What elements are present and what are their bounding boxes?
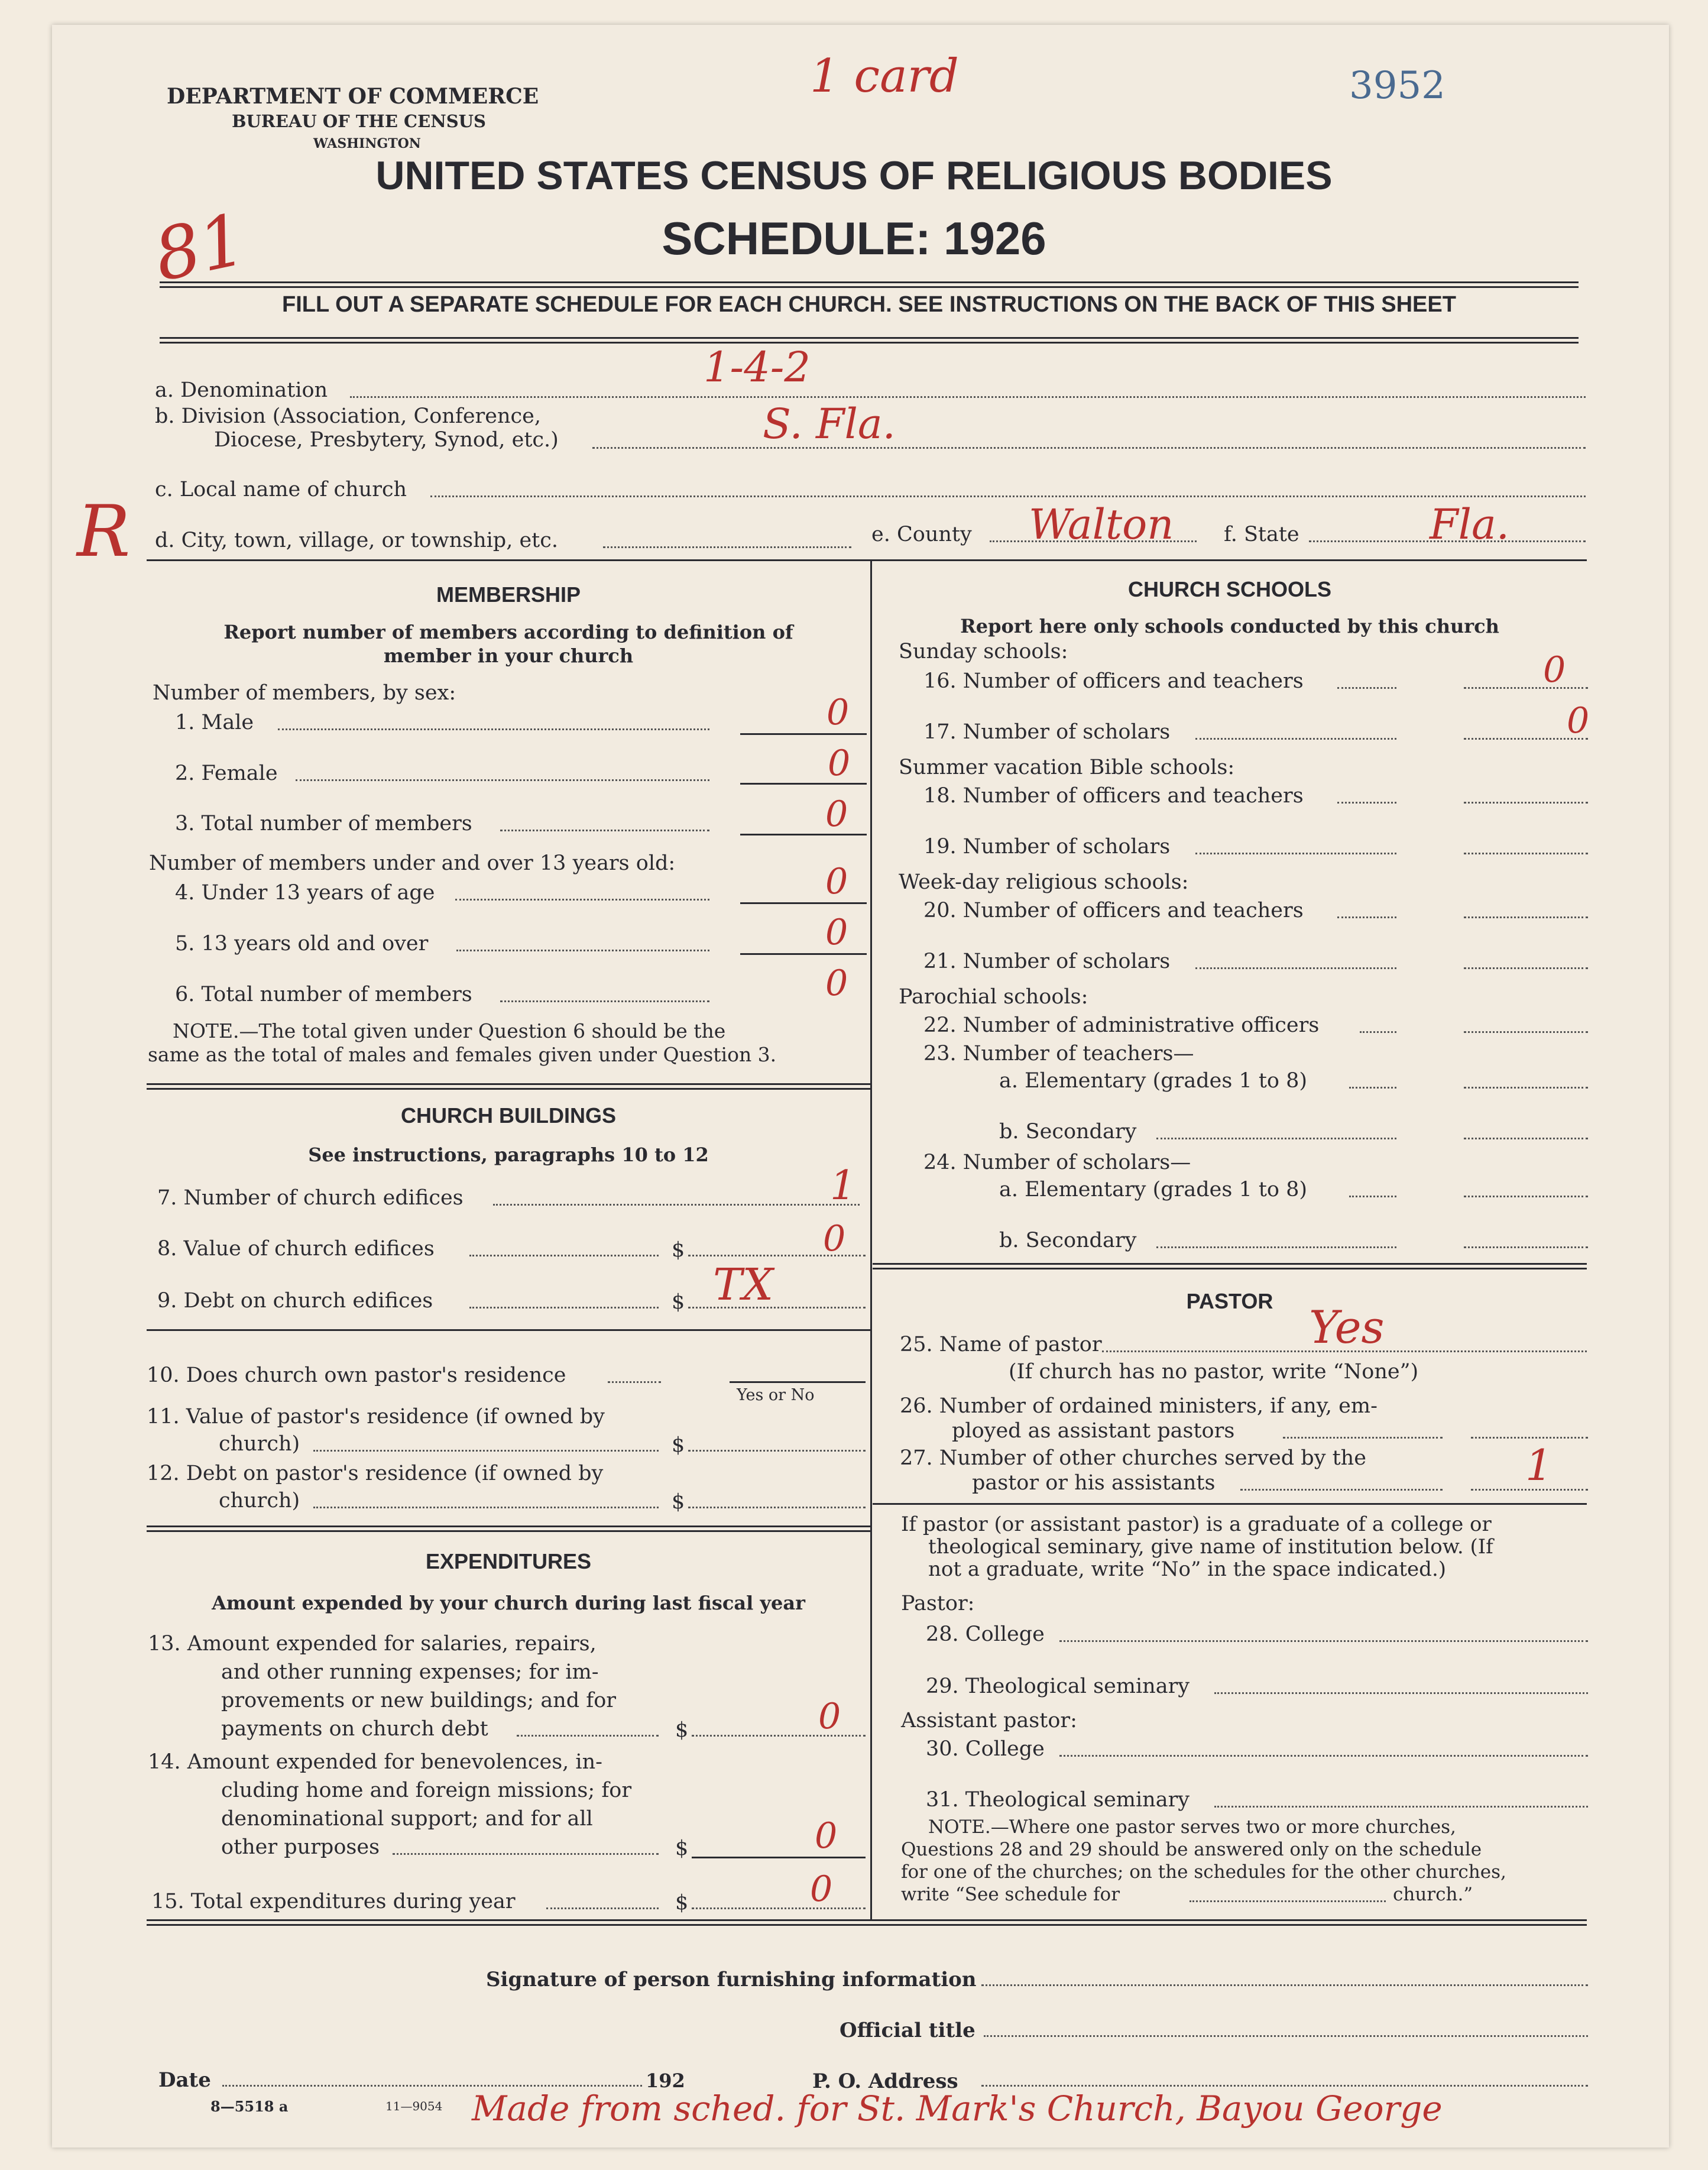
q13-label-4: payments on church debt — [221, 1717, 488, 1741]
church-name-label: c. Local name of church — [155, 478, 407, 501]
q27-label-2: pastor or his assistants — [972, 1471, 1216, 1495]
pastor-note-3: for one of the churches; on the schedules for the other churches, — [901, 1861, 1506, 1883]
q28-label: 28. College — [926, 1622, 1045, 1646]
q9-value: TX — [713, 1259, 774, 1310]
q4-label: 4. Under 13 years of age — [175, 881, 435, 905]
buildings-sub: See instructions, paragraphs 10 to 12 — [308, 1144, 709, 1166]
official-title-label: Official title — [840, 2019, 975, 2042]
q13-value: 0 — [818, 1696, 841, 1737]
q2-label: 2. Female — [175, 762, 278, 785]
schools-sub: Report here only schools conducted by this church — [960, 615, 1499, 637]
state-value: Fla. — [1430, 500, 1509, 549]
county-label: e. County — [871, 523, 972, 546]
pastor-note-1: NOTE.—Where one pastor serves two or more churches, — [928, 1816, 1456, 1838]
q6-label: 6. Total number of members — [175, 983, 472, 1006]
dept-name: DEPARTMENT OF COMMERCE — [167, 84, 539, 109]
q23b-label: b. Secondary — [999, 1120, 1137, 1144]
graduate-note-2: theological seminary, give name of institution below. (If — [928, 1535, 1493, 1559]
division-value: S. Fla. — [763, 400, 896, 448]
q27-value: 1 — [1525, 1440, 1553, 1490]
q25-label: 25. Name of pastor — [900, 1333, 1102, 1356]
members-by-sex: Number of members, by sex: — [153, 681, 456, 705]
q14-label-4: other purposes — [221, 1835, 380, 1859]
q3-label: 3. Total number of members — [175, 812, 472, 835]
form-title: UNITED STATES CENSUS OF RELIGIOUS BODIES — [375, 153, 1333, 198]
q8-value: 0 — [823, 1218, 846, 1259]
q9-dollar: $ — [672, 1290, 685, 1314]
q14-label: 14. Amount expended for benevolences, in- — [148, 1750, 602, 1774]
membership-title: MEMBERSHIP — [436, 582, 581, 607]
assistant-graduate-heading: Assistant pastor: — [901, 1709, 1077, 1732]
state-label: f. State — [1224, 523, 1299, 546]
pastor-title: PASTOR — [1186, 1289, 1273, 1313]
print-number: 11—9054 — [385, 2099, 443, 2113]
graduate-note-1: If pastor (or assistant pastor) is a graduate of a college or — [901, 1512, 1492, 1536]
q17-label: 17. Number of scholars — [923, 720, 1171, 744]
q24-label: 24. Number of scholars— — [923, 1151, 1191, 1174]
schools-title: CHURCH SCHOOLS — [1127, 577, 1331, 601]
q17-value: 0 — [1567, 700, 1590, 741]
q20-label: 20. Number of officers and teachers — [923, 899, 1304, 922]
po-address-label: P. O. Address — [812, 2069, 958, 2093]
q6-value: 0 — [825, 963, 848, 1004]
denomination-value: 1-4-2 — [704, 343, 811, 391]
q16-label: 16. Number of officers and teachers — [923, 669, 1304, 693]
membership-note-1: NOTE.—The total given under Question 6 should be the — [173, 1019, 726, 1042]
q11-label: 11. Value of pastor's residence (if owned by — [147, 1405, 605, 1429]
membership-sub1: Report number of members according to definition of — [223, 621, 793, 643]
denomination-label: a. Denomination — [155, 378, 328, 402]
members-by-age: Number of members under and over 13 years old: — [149, 851, 676, 875]
q13-label: 13. Amount expended for salaries, repairs, — [148, 1632, 597, 1656]
q10-yes-no-hint: Yes or No — [737, 1386, 815, 1404]
weekday-schools-heading: Week-day religious schools: — [899, 870, 1189, 894]
q3-value: 0 — [825, 793, 848, 835]
q23-label: 23. Number of teachers— — [923, 1042, 1194, 1065]
q7-label: 7. Number of church edifices — [157, 1186, 464, 1210]
parochial-schools-heading: Parochial schools: — [899, 985, 1088, 1009]
q26-label: 26. Number of ordained ministers, if any, em- — [900, 1394, 1378, 1418]
q30-label: 30. College — [926, 1737, 1045, 1761]
pastor-note-5: church.” — [1393, 1884, 1473, 1905]
q14-label-3: denominational support; and for all — [221, 1807, 593, 1831]
q31-label: 31. Theological seminary — [926, 1788, 1190, 1812]
q29-label: 29. Theological seminary — [926, 1675, 1190, 1698]
q14-value: 0 — [815, 1815, 838, 1857]
q5-value: 0 — [825, 912, 848, 953]
q19-label: 19. Number of scholars — [923, 835, 1171, 859]
q1-label: 1. Male — [175, 711, 254, 734]
q11-label-2: church) — [219, 1432, 300, 1456]
q14-label-2: cluding home and foreign missions; for — [221, 1779, 632, 1802]
q13-label-3: provements or new buildings; and for — [221, 1689, 617, 1712]
q14-dollar: $ — [675, 1837, 689, 1860]
q13-label-2: and other running expenses; for im- — [221, 1660, 599, 1684]
q5-label: 5. 13 years old and over — [175, 932, 429, 956]
pastor-graduate-heading: Pastor: — [901, 1592, 975, 1615]
q25-note: (If church has no pastor, write “None”) — [1009, 1360, 1419, 1384]
pastor-note-4: write “See schedule for — [901, 1884, 1120, 1905]
fill-out-instruction: FILL OUT A SEPARATE SCHEDULE FOR EACH CHURCH. SEE INSTRUCTIONS ON THE BACK OF THIS SHEET — [282, 292, 1456, 317]
membership-note-2: same as the total of males and females given under Question 3. — [148, 1043, 777, 1066]
q12-label: 12. Debt on pastor's residence (if owned by — [147, 1462, 604, 1485]
division-label-2: Diocese, Presbytery, Synod, etc.) — [214, 428, 559, 452]
bureau-name: BUREAU OF THE CENSUS — [232, 111, 486, 131]
q1-value: 0 — [827, 692, 850, 733]
signature-label: Signature of person furnishing information — [486, 1968, 977, 1991]
q8-dollar: $ — [672, 1238, 685, 1262]
expenditures-title: EXPENDITURES — [425, 1549, 592, 1573]
division-label: b. Division (Association, Conference, — [155, 404, 541, 428]
sunday-schools-heading: Sunday schools: — [899, 640, 1068, 663]
graduate-note-3: not a graduate, write “No” in the space indicated.) — [928, 1557, 1447, 1581]
q7-value: 1 — [830, 1162, 856, 1209]
date-label: Date — [158, 2068, 211, 2092]
county-value: Walton — [1029, 500, 1174, 549]
q18-label: 18. Number of officers and teachers — [923, 784, 1304, 808]
q23a-label: a. Elementary (grades 1 to 8) — [999, 1069, 1308, 1093]
q24a-label: a. Elementary (grades 1 to 8) — [999, 1178, 1308, 1201]
form-number: 8—5518 a — [210, 2098, 289, 2115]
handwritten-card-note: 1 card — [810, 50, 959, 103]
q27-label: 27. Number of other churches served by the — [900, 1446, 1366, 1470]
q15-dollar: $ — [675, 1891, 689, 1915]
q8-label: 8. Value of church edifices — [157, 1237, 435, 1261]
date-year: 192 — [646, 2069, 685, 2092]
q15-value: 0 — [810, 1868, 833, 1910]
q22-label: 22. Number of administrative officers — [923, 1013, 1320, 1037]
q10-label: 10. Does church own pastor's residence — [147, 1363, 566, 1387]
pastor-note-2: Questions 28 and 29 should be answered only on the schedule — [901, 1839, 1482, 1860]
form-schedule: SCHEDULE: 1926 — [662, 212, 1046, 264]
buildings-title: CHURCH BUILDINGS — [401, 1103, 616, 1128]
q13-dollar: $ — [675, 1718, 689, 1742]
q24b-label: b. Secondary — [999, 1229, 1137, 1252]
q26-label-2: ployed as assistant pastors — [952, 1419, 1235, 1443]
q21-label: 21. Number of scholars — [923, 950, 1171, 973]
q16-value: 0 — [1543, 649, 1566, 691]
expenditures-sub: Amount expended by your church during last fiscal year — [212, 1592, 805, 1614]
bureau-city: WASHINGTON — [313, 136, 421, 151]
stamp-number: 3952 — [1349, 64, 1446, 108]
q15-label: 15. Total expenditures during year — [151, 1890, 516, 1913]
handwritten-bottom-note: Made from sched. for St. Mark's Church, Bayou George — [472, 2088, 1443, 2129]
q12-label-2: church) — [219, 1489, 300, 1512]
city-label: d. City, town, village, or township, etc. — [155, 529, 558, 552]
q25-value: Yes — [1309, 1301, 1385, 1353]
q12-dollar: $ — [672, 1490, 685, 1514]
q4-value: 0 — [825, 861, 848, 902]
q11-dollar: $ — [672, 1433, 685, 1457]
handwritten-margin-number: 81 — [147, 198, 253, 298]
membership-sub2: member in your church — [383, 644, 634, 667]
handwritten-margin-r: R — [77, 491, 131, 573]
q2-value: 0 — [828, 743, 851, 784]
q9-label: 9. Debt on church edifices — [157, 1289, 433, 1313]
summer-schools-heading: Summer vacation Bible schools: — [899, 756, 1235, 779]
